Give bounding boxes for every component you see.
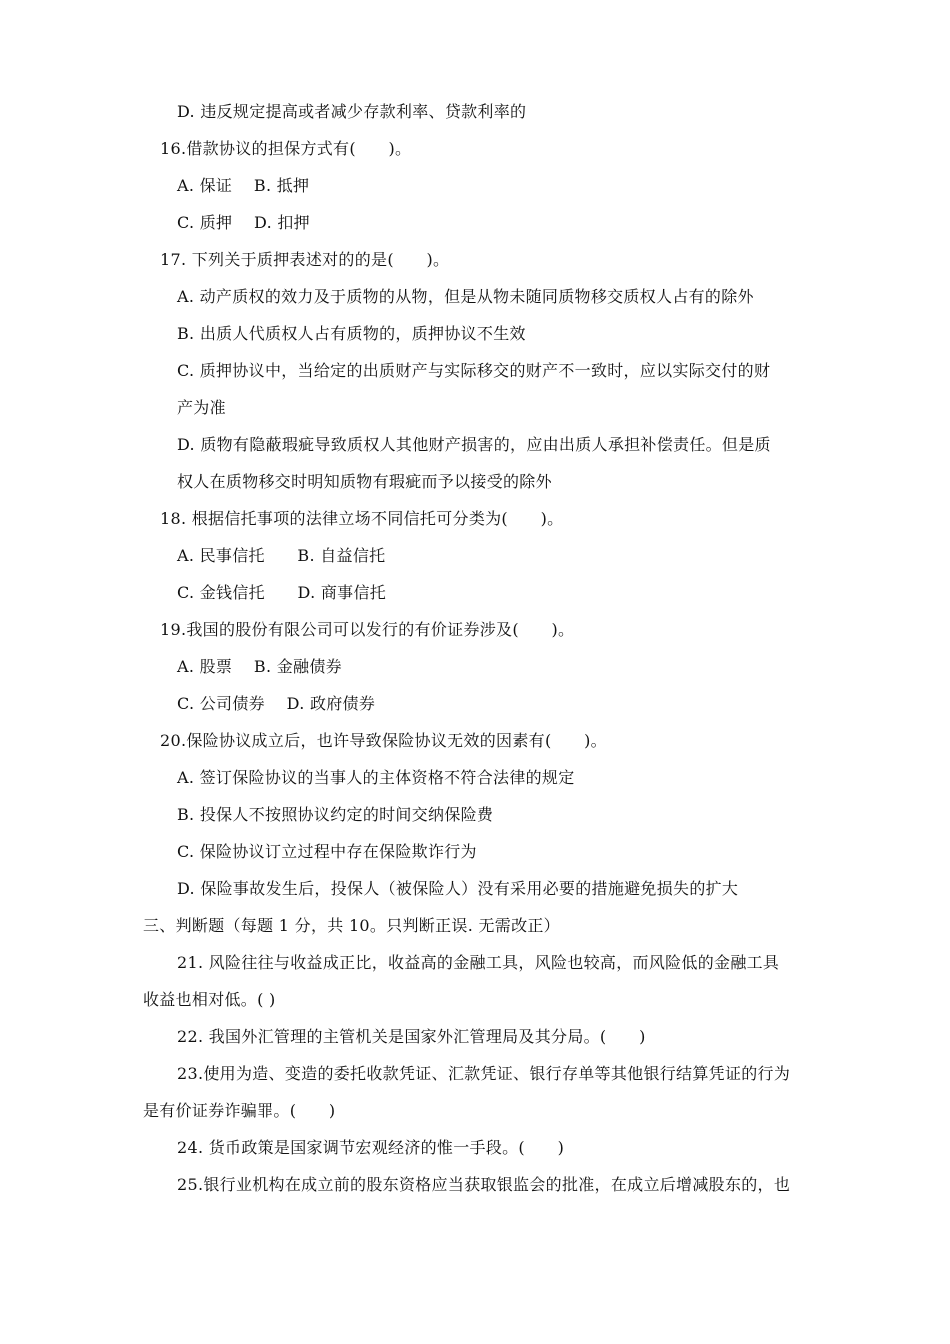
- section-heading-judgment: 三、判断题（每题 1 分，共 10。只判断正误. 无需改正）: [143, 916, 560, 935]
- options-16-cd: C. 质押 D. 扣押: [177, 213, 310, 232]
- option-20c: C. 保险协议订立过程中存在保险欺诈行为: [177, 842, 477, 861]
- options-16-ab: A. 保证 B. 抵押: [177, 176, 310, 195]
- option-20d: D. 保险事故发生后，投保人（被保险人）没有采用必要的措施避免损失的扩大: [177, 879, 739, 898]
- option-20a: A. 签订保险协议的当事人的主体资格不符合法律的规定: [177, 768, 575, 787]
- question-23: 23.使用为造、变造的委托收款凭证、汇款凭证、银行存单等其他银行结算凭证的行为: [177, 1064, 791, 1083]
- option-20b: B. 投保人不按照协议约定的时间交纳保险费: [177, 805, 494, 824]
- option-17b: B. 出质人代质权人占有质物的，质押协议不生效: [177, 324, 526, 343]
- option-17d: D. 质物有隐蔽瑕疵导致质权人其他财产损害的，应由出质人承担补偿责任。但是质: [177, 435, 771, 454]
- option-15d: D. 违反规定提高或者减少存款利率、贷款利率的: [177, 102, 527, 121]
- question-18: 18. 根据信托事项的法律立场不同信托可分类为( )。: [160, 509, 564, 528]
- question-16: 16.借款协议的担保方式有( )。: [160, 139, 412, 158]
- options-19-ab: A. 股票 B. 金融债券: [177, 657, 342, 676]
- question-23-cont: 是有价证券诈骗罪。( ): [143, 1101, 336, 1120]
- options-18-ab: A. 民事信托 B. 自益信托: [177, 546, 386, 565]
- options-18-cd: C. 金钱信托 D. 商事信托: [177, 583, 387, 602]
- question-21-cont: 收益也相对低。( ): [143, 990, 276, 1009]
- option-17c: C. 质押协议中，当给定的出质财产与实际移交的财产不一致时，应以实际交付的财: [177, 361, 771, 380]
- option-17d-cont: 权人在质物移交时明知质物有瑕疵而予以接受的除外: [177, 472, 552, 491]
- options-19-cd: C. 公司债券 D. 政府债券: [177, 694, 376, 713]
- question-19: 19.我国的股份有限公司可以发行的有价证券涉及( )。: [160, 620, 575, 639]
- option-17a: A. 动产质权的效力及于质物的从物，但是从物未随同质物移交质权人占有的除外: [177, 287, 754, 306]
- question-21: 21. 风险往往与收益成正比，收益高的金融工具，风险也较高，而风险低的金融工具: [177, 953, 780, 972]
- question-20: 20.保险协议成立后，也许导致保险协议无效的因素有( )。: [160, 731, 607, 750]
- question-24: 24. 货币政策是国家调节宏观经济的惟一手段。( ): [177, 1138, 565, 1157]
- question-17: 17. 下列关于质押表述对的的是( )。: [160, 250, 450, 269]
- question-25: 25.银行业机构在成立前的股东资格应当获取银监会的批准，在成立后增减股东的，也: [177, 1175, 791, 1194]
- option-17c-cont: 产为准: [177, 398, 226, 417]
- question-22: 22. 我国外汇管理的主管机关是国家外汇管理局及其分局。( ): [177, 1027, 646, 1046]
